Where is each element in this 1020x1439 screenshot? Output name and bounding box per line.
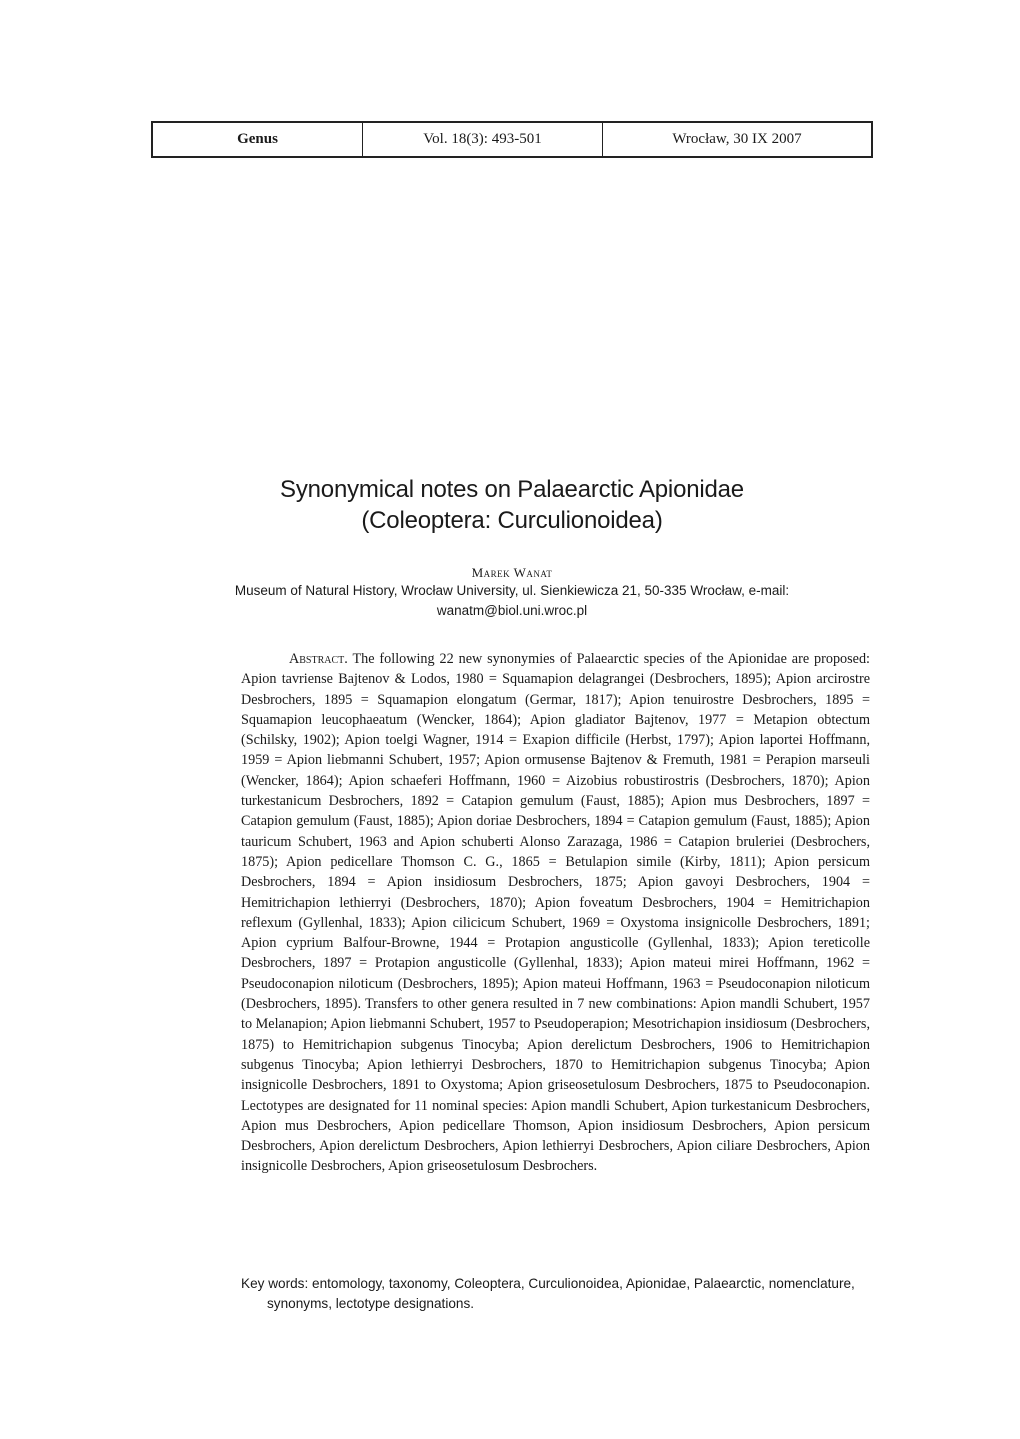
abstract-text: The following 22 new synonymies of Palaearctic species of the Apionidae are proposed: Apion tavriense Bajtenov & Lodos, 1980 = Squamapion delagrangei (Desbrochers, 1895); Apion arcirostre Desbrochers, 1895 = Squamapion elongatum (Germar, 1817); Apion tenuirostre Desbrochers, 1895 = Squamapion leucophaeatum (Wencker, 1864); Apion gladiator Bajtenov, 1977 = Metapion obtectum (Schilsky, 1902); Apion toelgi Wagner, 1914 = Exapion difficile (Herbst, 1797); Apion laportei Hoffmann, 1959 = Apion liebmanni Schubert, 1957; Apion ormusense Bajtenov & Fremuth, 1981 = Perapion marseuli (Wencker, 1864); Apion schaeferi Hoffmann, 1960 = Aizobius robustirostris (Desbrochers, 1870); Apion turkestanicum Desbrochers, 1892 = Catapion gemulum (Faust, 1885); Apion mus Desbrochers, 1897 = Catapion gemulum (Faust, 1885); Apion doriae Desbrochers, 1894 = Catapion gemulum (Faust, 1885); Apion tauricum Schubert, 1963 and Apion schuberti Alonso Zarazaga, 1986 = Catapion bruleriei (Desbrochers, 1875); Apion pedicellare Thomson C. G., 1865 = Betulapion simile (Kirby, 1811); Apion persicum Desbrochers, 1894 = Apion insidiosum Desbrochers, 1875; Apion gavoyi Desbrochers, 1904 = Hemitrichapion lethierryi (Desbrochers, 1870); Apion foveatum Desbrochers, 1904 = Hemitrichapion reflexum (Gyllenhal, 1833); Apion cilicicum Schubert, 1969 = Oxystoma insignicolle Desbrochers, 1891; Apion cyprium Balfour-Browne, 1944 = Protapion angusticolle (Gyllenhal, 1833); Apion tereticolle Desbrochers, 1897 = Protapion angusticolle (Gyllenhal, 1833); Apion mateui mirei Hoffmann, 1962 = Pseudoconapion niloticum (Desbrochers, 1895); Apion mateui Hoffmann, 1963 = Pseudoconapion niloticum (Desbrochers, 1895). Transfers to other genera resulted in 7 new combinations: Apion mandli Schubert, 1957 to Melanapion; Apion liebmanni Schubert, 1957 to Pseudoperapion; Mesotrichapion insidiosum (Desbrochers, 1875) to Hemitrichapion subgenus Tinocyba; Apion derelictum Desbrochers, 1906 to Hemitrichapion subgenus Tinocyba; Apion lethierryi Desbrochers, 1870 to Hemitrichapion subgenus Tinocyba; Apion insignicolle Desbrochers, 1891 to Oxystoma; Apion griseosetulosum Desbrochers, 1875 to Pseudoconapion. Lectotypes are designated for 11 nominal species: Apion mandli Schubert, Apion turkestanicum Desbrochers, Apion mus Desbrochers, Apion pedicellare Thomson, Apion insidiosum Desbrochers, Apion persicum Desbrochers, Apion derelictum Desbrochers, Apion lethierryi Desbrochers, Apion ciliare Desbrochers, Apion insignicolle Desbrochers, Apion griseosetulosum Desbrochers. [241, 651, 870, 1175]
affiliation-address: Museum of Natural History, Wrocław University, ul. Sienkiewicza 21, 50-335 Wrocław, e-mail: [234, 583, 790, 598]
abstract-label: Abstract [289, 651, 345, 667]
keywords-text: entomology, taxonomy, Coleoptera, Curculionoidea, Apionidae, Palaearctic, nomenclature, synonyms, lectotype designations. [267, 1276, 855, 1311]
keywords-label: Key words: [241, 1276, 309, 1291]
author-name [150, 561, 874, 583]
place-date: Wrocław, 30 IX 2007 [672, 131, 802, 147]
affiliation-email: wanatm@biol.uni.wroc.pl [436, 603, 588, 618]
journal-name: Genus [153, 123, 363, 156]
title-line-2: (Coleoptera: Curculionoidea) [361, 507, 663, 534]
affiliation [150, 581, 874, 621]
author-name-text: Marek Wanat [471, 565, 553, 580]
article-title [150, 474, 874, 536]
keywords [241, 1274, 870, 1314]
abstract: Abstract. The following 22 new synonymies of Palaearctic species of the Apionidae are proposed: Apion tavriense Bajtenov & Lodos, 1980 = Squamapion delagrangei (Desbrochers, 1895); Apion arcirostre Desbrochers, 1895 = Squamapion elongatum (Germar, 1817); Apion tenuirostre Desbrochers, 1895 = Squamapion leucophaeatum (Wencker, 1864); Apion gladiator Bajtenov, 1977 = Metapion obtectum (Schilsky, 1902); Apion toelgi Wagner, 1914 = Exapion difficile (Herbst, 1797); Apion laportei Hoffmann, 1959 = Apion liebmanni Schubert, 1957; Apion ormusense Bajtenov & Fremuth, 1981 = Perapion marseuli (Wencker, 1864); Apion schaeferi Hoffmann, 1960 = Aizobius robustirostris (Desbrochers, 1870); Apion turkestanicum Desbrochers, 1892 = Catapion gemulum (Faust, 1885); Apion mus Desbrochers, 1897 = Catapion gemulum (Faust, 1885); Apion doriae Desbrochers, 1894 = Catapion gemulum (Faust, 1885); Apion tauricum Schubert, 1963 and Apion schuberti Alonso Zarazaga, 1986 = Catapion bruleriei (Desbrochers, 1875); Apion pedicellare Thomson C. G., 1865 = Betulapion simile (Kirby, 1811); Apion persicum Desbrochers, 1894 = Apion insidiosum Desbrochers, 1875; Apion gavoyi Desbrochers, 1904 = Hemitrichapion lethierryi (Desbrochers, 1870); Apion foveatum Desbrochers, 1904 = Hemitrichapion reflexum (Gyllenhal, 1833); Apion cilicicum Schubert, 1969 = Oxystoma insignicolle Desbrochers, 1891; Apion cyprium Balfour-Browne, 1944 = Protapion angusticolle (Gyllenhal, 1833); Apion tereticolle Desbrochers, 1897 = Protapion angusticolle (Gyllenhal, 1833); Apion mateui mirei Hoffmann, 1962 = Pseudoconapion niloticum (Desbrochers, 1895); Apion mateui Hoffmann, 1963 = Pseudoconapion niloticum (Desbrochers, 1895). Transfers to other genera resulted in 7 new combinations: Apion mandli Schubert, 1957 to Melanapion; Apion liebmanni Schubert, 1957 to Pseudoperapion; Mesotrichapion insidiosum (Desbrochers, 1875) to Hemitrichapion subgenus Tinocyba; Apion derelictum Desbrochers, 1906 to Hemitrichapion subgenus Tinocyba; Apion lethierryi Desbrochers, 1870 to Hemitrichapion subgenus Tinocyba; Apion insignicolle Desbrochers, 1891 to Oxystoma; Apion griseosetulosum Desbrochers, 1875 to Pseudoconapion. Lectotypes are designated for 11 nominal species: Apion mandli Schubert, Apion turkestanicum Desbrochers, Apion mus Desbrochers, Apion pedicellare Thomson, Apion insidiosum Desbrochers, Apion persicum Desbrochers, Apion derelictum Desbrochers, Apion lethierryi Desbrochers, Apion ciliare Desbrochers, Apion insignicolle Desbrochers, Apion griseosetulosum Desbrochers. [241, 651, 870, 1175]
journal-header-table [151, 121, 873, 158]
volume-info: Vol. 18(3): 493-501 [363, 123, 603, 156]
title-line-1: Synonymical notes on Palaearctic Apionidae [280, 476, 744, 503]
